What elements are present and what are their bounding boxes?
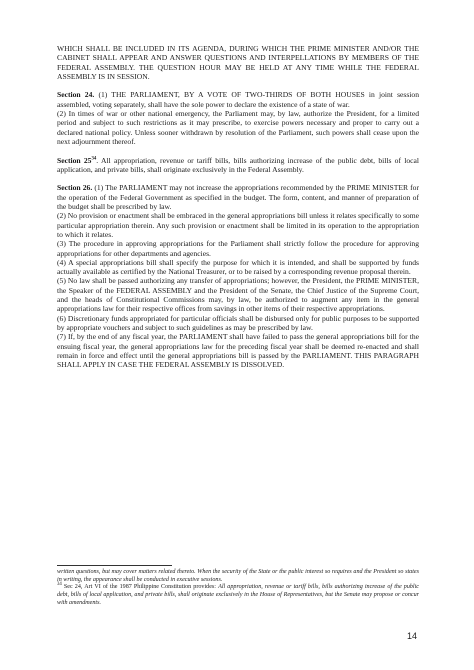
footnote-continuation: written questions, but may cover matters related thereto. When the security of the State or the public interest so requires and the President so states in writing, the appearance shall be conducted in executive sessions. bbox=[57, 569, 419, 583]
section-26-heading: Section 26. bbox=[57, 183, 93, 193]
section-26-clause-3: (3) The procedure in approving appropriations for the Parliament shall strictly follow the procedure for approving appropriations for other departments and agencies. bbox=[57, 239, 419, 258]
footnote-34 bbox=[57, 584, 419, 607]
section-25-text: . All appropriation, revenue or tariff bills, bills authorizing increase of the public debt, bills of local application, and private bills, shall originate exclusively in the Federal Assembly. bbox=[57, 155, 420, 174]
section-25-heading-text: Section 25 bbox=[57, 155, 92, 165]
intro-paragraph: WHICH SHALL BE INCLUDED IN ITS AGENDA, DURING WHICH THE PRIME MINISTER AND/OR THE CABINET SHALL APPEAR AND ANSWER QUESTIONS AND INTERPELLATIONS BY MEMBERS OF THE FEDERAL ASSEMBLY. THE QUESTION HOUR MAY BE HELD AT ANY TIME WHILE THE FEDERAL ASSEMBLY IS IN SESSION. bbox=[57, 44, 419, 81]
footnote-34-number: 34 bbox=[57, 582, 62, 588]
footnotes bbox=[57, 569, 419, 608]
section-24-clause-1: (1) THE PARLIAMENT, BY A VOTE OF TWO-THIRDS OF BOTH HOUSES in joint session assembled, voting separately, shall have the sole power to declare the existence of a state of war. bbox=[57, 90, 420, 109]
document-body bbox=[57, 44, 419, 369]
section-25 bbox=[57, 156, 419, 175]
section-26-clause-6: (6) Discretionary funds appropriated for particular officials shall be disbursed only for public purposes to be supported by appropriate vouchers and subject to such guidelines as may be prescribed by law. bbox=[57, 313, 419, 332]
section-26-clause-1: (1) The PARLIAMENT may not increase the appropriations recommended by the PRIME MINISTER for the operation of the Federal Government as specified in the budget. The form, content, and manner of preparation of the budget shall be prescribed by law. bbox=[57, 183, 420, 212]
section-26 bbox=[57, 183, 419, 369]
section-26-clause-7: (7) If, by the end of any fiscal year, the PARLIAMENT shall have failed to pass the general appropriations bill for the ensuing fiscal year, the general appropriations law for the preceding fiscal year shall be deemed re-enacted and shall remain in force and effect until the general appropriations bill is passed by the PARLIAMENT. THIS PARAGRAPH SHALL APPLY IN CASE THE FEDERAL ASSEMBLY IS DISSOLVED. bbox=[57, 332, 419, 370]
section-24-heading: Section 24. bbox=[57, 90, 95, 100]
section-24 bbox=[57, 90, 419, 146]
paragraph-gap bbox=[57, 146, 419, 155]
section-25-paragraph bbox=[57, 156, 419, 175]
section-26-clause-2: (2) No provision or enactment shall be embraced in the general appropriations bill unless it relates specifically to some particular appropriation therein. Any such provision or enactment shall be limited in its operation to the appropriation to which it relates. bbox=[57, 211, 419, 239]
section-26-paragraph-1 bbox=[57, 183, 419, 211]
section-26-clause-4: (4) A special appropriations bill shall specify the purpose for which it is intended, and shall be supported by funds actually available as certified by the National Treasurer, or to be raised by a corresponding revenue proposal therein. bbox=[57, 257, 419, 277]
paragraph-gap bbox=[57, 174, 419, 183]
footnote-34-source: Sec 24, Art VI of the 1987 Philippine Constitution provides: bbox=[61, 584, 219, 591]
footnote-ref-34[interactable]: 34 bbox=[91, 156, 97, 162]
section-25-heading bbox=[57, 156, 96, 165]
paragraph-gap bbox=[57, 81, 419, 90]
footnote-divider bbox=[57, 565, 172, 566]
page-number: 14 bbox=[406, 631, 417, 641]
section-26-clause-5: (5) No law shall be passed authorizing any transfer of appropriations; however, the President, the PRIME MINISTER, the Speaker of the FEDERAL ASSEMBLY and the President of the Senate, the Chief Justice of the Supreme Court, and the heads of Constitutional Commissions may, by law, be authorized to augment any item in the general appropriations law for their respective offices from savings in other items of their respective appropriations. bbox=[57, 276, 419, 314]
section-24-paragraph-1 bbox=[57, 90, 419, 109]
footnote-34-quote: All appropriation, revenue or tariff bills, bills authorizing increase of the public debt, bills of local application, and private bills, shall originate exclusively in the House of Representatives, but the Senate may propose or concur with amendments. bbox=[57, 584, 420, 606]
section-24-clause-2: (2) In times of war or other national emergency, the Parliament may, by law, authorize the President, for a limited period and subject to such restrictions as it may prescribe, to exercise powers necessary and proper to carry out a declared national policy. Unless sooner withdrawn by resolution of the Parliament, such powers shall cease upon the next adjournment thereof. bbox=[57, 109, 419, 146]
